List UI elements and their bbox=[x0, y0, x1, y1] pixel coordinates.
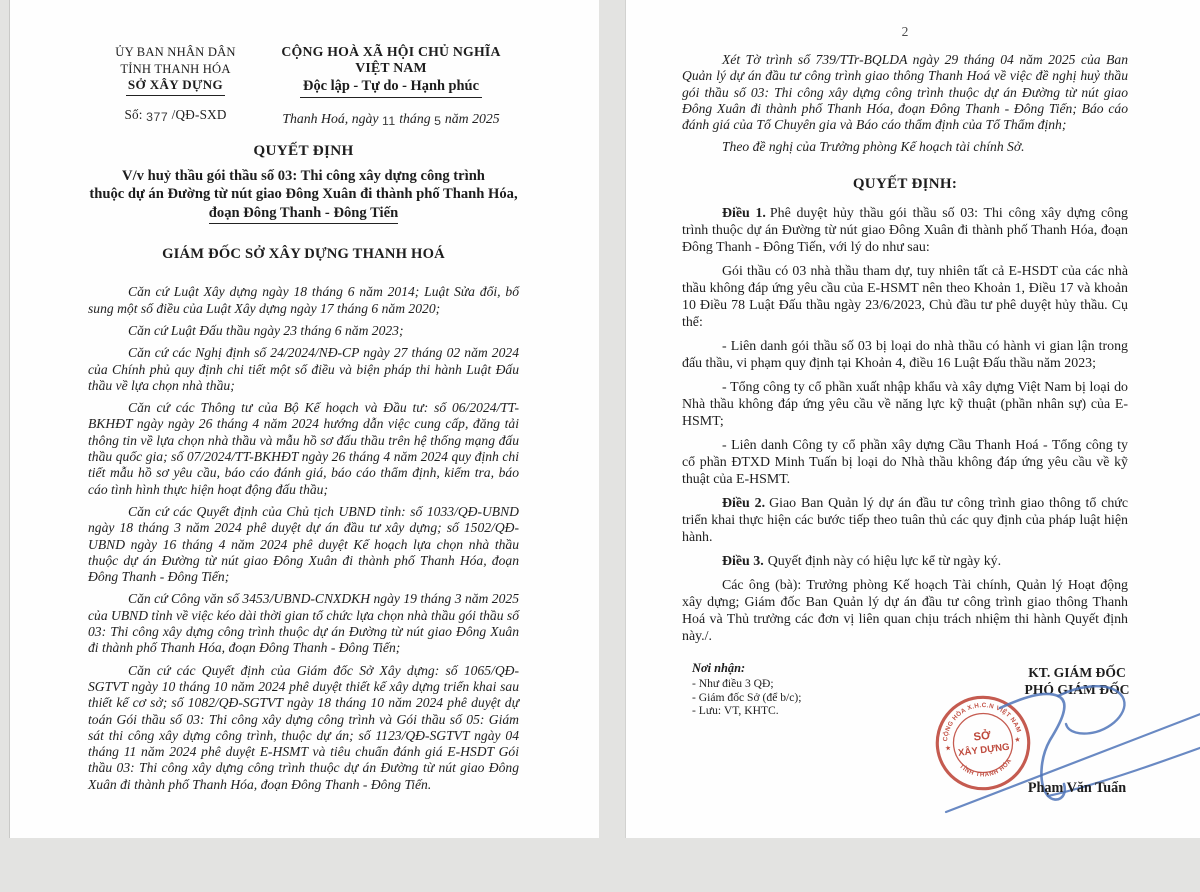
page-number: 2 bbox=[901, 24, 909, 39]
page1-header bbox=[88, 44, 519, 127]
stamp-center-line2: XÂY DỰNG bbox=[957, 741, 1011, 759]
nation-line: CỘNG HOÀ XÃ HỘI CHỦ NGHĨA VIỆT NAM bbox=[281, 44, 501, 75]
article-paragraph bbox=[682, 338, 1128, 372]
signature-title-line1: KT. GIÁM ĐỐC bbox=[1028, 664, 1126, 680]
legal-basis-paragraph: Căn cứ Luật Xây dựng ngày 18 tháng 6 năm 2014; Luật Sửa đổi, bổ sung một số điều của Luật Xây dựng ngày 17 tháng 6 năm 2020; bbox=[88, 284, 519, 316]
issuer-block bbox=[88, 44, 263, 124]
motto-line: Độc lập - Tự do - Hạnh phúc bbox=[300, 78, 482, 98]
signer-name: Phạm Văn Tuấn bbox=[1027, 779, 1127, 796]
date-prefix: Thanh Hoá, ngày bbox=[282, 111, 379, 126]
issuer-org-name: SỞ XÂY DỰNG bbox=[126, 77, 225, 96]
article-lead: Điều 2. bbox=[722, 495, 766, 511]
doc-number-suffix: /QĐ-SXD bbox=[171, 107, 227, 122]
signature-footer bbox=[682, 662, 1128, 892]
article-paragraph bbox=[682, 553, 1128, 570]
article-text: Gói thầu có 03 nhà thầu tham dự, tuy nhiên tất cả E-HSDT của các nhà thầu không đáp ứng yêu cầu của E-HSMT nên theo Khoản 1, Điều 17 và khoản 10 Điều 78 Luật Đấu thầu ngày 23/6/2023, Chủ đầu tư phê duyệt hủy thầu. Cụ thể: bbox=[682, 263, 1128, 330]
subtitle-line-1: V/v huỷ thầu gói thầu số 03: Thi công xây dựng công trình bbox=[122, 168, 485, 184]
issuer-line2: TỈNH THANH HÓA bbox=[120, 61, 231, 76]
document-page-2 bbox=[625, 0, 1200, 838]
stamp-star-right: ★ bbox=[1013, 736, 1021, 744]
article-paragraph bbox=[682, 263, 1128, 331]
article-paragraph bbox=[682, 379, 1128, 430]
decision-heading: QUYẾT ĐỊNH: bbox=[852, 175, 958, 192]
doc-number-label: Số: bbox=[124, 107, 143, 122]
legal-basis-paragraph: Căn cứ các Nghị định số 24/2024/NĐ-CP ngày 27 tháng 02 năm 2024 của Chính phủ quy định chi tiết một số điều và biện pháp thi hành Luật Đấu thầu về lựa chọn nhà thầu; bbox=[88, 345, 519, 393]
issue-date-line bbox=[263, 111, 519, 127]
article-lead: Điều 3. bbox=[722, 553, 764, 569]
stamp-top-text: CỘNG HÒA X.H.C.N VIỆT NAM bbox=[942, 701, 1023, 742]
article-paragraph bbox=[682, 205, 1128, 256]
stamp-bottom-text: TỈNH THANH HÓA bbox=[957, 757, 1014, 779]
legal-basis-paragraph: Căn cứ Luật Đấu thầu ngày 23 tháng 6 năm 2023; bbox=[128, 322, 404, 338]
national-motto-block bbox=[263, 44, 519, 127]
date-day-value: 11 bbox=[381, 113, 396, 128]
article-text: Giao Ban Quản lý dự án đầu tư công trình giao thông tổ chức triển khai thực hiện các bước tiếp theo tuân thủ các quy định của pháp luật hiện hành. bbox=[682, 495, 1128, 545]
document-title: QUYẾT ĐỊNH bbox=[253, 142, 354, 159]
intro-paragraph: Theo đề nghị của Trưởng phòng Kế hoạch tài chính Sở. bbox=[722, 139, 1025, 155]
issuing-authority-line: GIÁM ĐỐC SỞ XÂY DỰNG THANH HOÁ bbox=[162, 246, 445, 263]
stamp-center-line1: SỞ bbox=[972, 729, 992, 744]
article-text: Quyết định này có hiệu lực kể từ ngày ký. bbox=[767, 553, 1002, 569]
recipient-item: - Lưu: VT, KHTC. bbox=[692, 704, 779, 718]
recipients-block bbox=[692, 662, 801, 718]
article-paragraph bbox=[682, 495, 1128, 546]
intro-paragraph: Xét Tờ trình số 739/TTr-BQLDA ngày 29 tháng 04 năm 2025 của Ban Quản lý dự án đầu tư công trình giao thông Thanh Hoá về việc đề nghị huỷ thầu gói thầu số 03: Thi công xây dựng công trình thuộc dự án Đường từ nút giao Đông Xuân đi thành phố Thanh Hóa, đoạn Đông Thanh - Đông Tiến; Báo cáo đánh giá của Tổ Chuyên gia và Báo cáo thẩm định của Tổ Thẩm định; bbox=[682, 52, 1128, 133]
document-subtitle bbox=[88, 167, 519, 224]
subtitle-line-3: đoạn Đông Thanh - Đông Tiến bbox=[209, 204, 398, 225]
article-lead: Điều 1. bbox=[722, 205, 766, 221]
signature-title-line2: PHÓ GIÁM ĐỐC bbox=[1024, 682, 1130, 698]
article-text: - Liên danh gói thầu số 03 bị loại do nhà thầu có hành vi gian lận trong đấu thầu, vi phạm quy định tại Khoản 4, điều 16 Luật Đấu thầu năm 2023; bbox=[682, 338, 1128, 371]
subtitle-line-2: thuộc dự án Đường từ nút giao Đông Xuân đi thành phố Thanh Hóa, bbox=[89, 186, 518, 203]
recipient-item: - Giám đốc Sở (để b/c); bbox=[692, 690, 802, 704]
document-number bbox=[88, 107, 263, 124]
article-text: - Liên danh Công ty cổ phần xây dựng Cầu Thanh Hoá - Tổng công ty cổ phần ĐTXD Minh Tuấn bị loại do Nhà thầu không đáp ứng yêu cầu về kỹ thuật của E-HSMT. bbox=[682, 437, 1128, 487]
recipient-item: - Như điều 3 QĐ; bbox=[692, 677, 774, 691]
issuer-line1: ỦY BAN NHÂN DÂN bbox=[115, 45, 236, 59]
article-paragraph bbox=[682, 577, 1128, 645]
date-mid: tháng bbox=[399, 111, 431, 126]
article-paragraph bbox=[682, 437, 1128, 488]
legal-basis-paragraph: Căn cứ Công văn số 3453/UBND-CNXDKH ngày 19 tháng 3 năm 2025 của UBND tỉnh về việc kéo dài thời gian tổ chức lựa chọn nhà thầu gói thầu số 03: Thi công xây dựng công trình thuộc dự án Đường từ nút giao Đông Xuân đi thành phố Thanh Hóa, đoạn Đông Thanh - Đông Tiến; bbox=[88, 591, 519, 656]
date-suffix: năm 2025 bbox=[444, 111, 500, 126]
legal-basis-paragraph: Căn cứ các Quyết định của Chủ tịch UBND tỉnh: số 1033/QĐ-UBND ngày 18 tháng 3 năm 2024 phê duyệt dự án đầu tư xây dựng; số 1502/QĐ-UBND ngày 16 tháng 4 năm 2024 phê duyệt Kế hoạch lựa chọn nhà thầu thuộc dự án Đường từ nút giao Đông Xuân đi thành phố Thanh Hóa, đoạn Đông Thanh - Đông Tiến; bbox=[88, 503, 519, 585]
doc-number-value: 377 bbox=[146, 109, 169, 124]
legal-basis-paragraph: Căn cứ các Thông tư của Bộ Kế hoạch và Đầu tư: số 06/2024/TT-BKHĐT ngày ngày 26 tháng 4 năm 2024 hướng dẫn việc cung cấp, đăng tải thông tin về lựa chọn nhà thầu và mẫu hồ sơ đấu thầu trên hệ thống mạng đấu thầu quốc gia; số 07/2024/TT-BKHĐT ngày 26 tháng 4 năm 2024 quy định chi tiết mẫu hồ sơ yêu cầu, báo cáo đánh giá, báo cáo thẩm định, kiểm tra, báo cáo tình hình thực hiện hoạt động đấu thầu; bbox=[88, 400, 519, 497]
article-text: Các ông (bà): Trưởng phòng Kế hoạch Tài chính, Quản lý Hoạt động xây dựng; Giám đốc Ban Quản lý dự án đầu tư công trình giao thông Thanh Hoá và Thủ trưởng các đơn vị liên quan chịu trách nhiệm thi hành Quyết định này./. bbox=[682, 577, 1128, 644]
stamp-star-left: ★ bbox=[944, 744, 952, 753]
date-month-value: 5 bbox=[434, 113, 442, 128]
svg-text:TỈNH THANH HÓA bbox=[957, 756, 1015, 781]
article-text: - Tổng công ty cổ phần xuất nhập khẩu và xây dựng Việt Nam bị loại do Nhà thầu không đáp ứng yêu cầu về năng lực kỹ thuật (phần nhân sự) của E-HSMT; bbox=[682, 379, 1128, 429]
recipients-label: Nơi nhận: bbox=[692, 660, 746, 675]
legal-basis-paragraph: Căn cứ các Quyết định của Giám đốc Sở Xây dựng: số 1065/QĐ-SGTVT ngày 10 tháng 10 năm 2024 phê duyệt thiết kế xây dựng triển khai sau thiết kế cơ sở; số 1082/QĐ-SGTVT ngày 18 tháng 10 năm 2024 phê duyệt dự toán Gói thầu số 03: Thi công xây dựng công trình và Gói thầu số 05: Giám sát thi công xây dựng công trình, thuộc dự án; số 1123/QĐ-SGTVT ngày 04 tháng 11 năm 2024 phê duyệt E-HSMT và tiêu chuẩn đánh giá E-HSDT Gói thầu 03: Thi công xây dựng công trình thuộc dự án Đường từ nút giao Đông Xuân đi thành phố Thanh Hóa, đoạn Đông Thanh - Đông Tiến. bbox=[88, 662, 519, 792]
document-page-1 bbox=[9, 0, 599, 838]
article-text: Phê duyệt hủy thầu gói thầu số 03: Thi công xây dựng công trình thuộc dự án Đường từ nút giao Đông Xuân đi thành phố Thanh Hóa, đoạn Đông Thanh - Đông Tiến, với lý do như sau: bbox=[682, 205, 1128, 255]
